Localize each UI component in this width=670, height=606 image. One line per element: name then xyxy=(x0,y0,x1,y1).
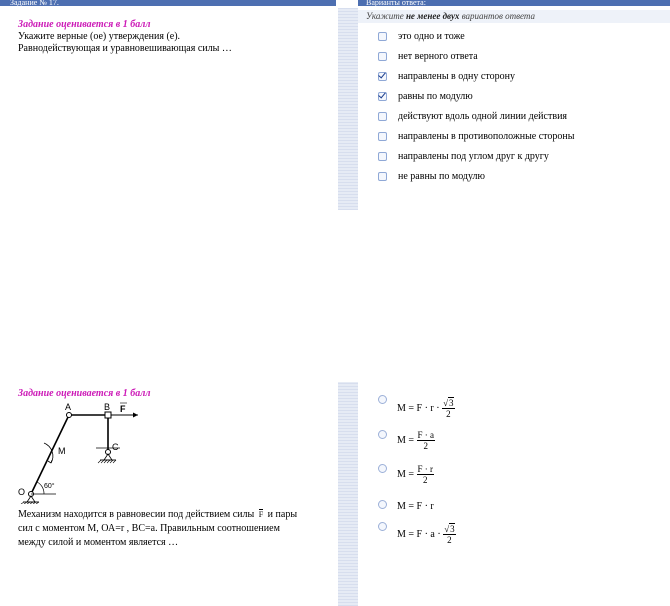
option-label-4: равны по модулю xyxy=(398,91,473,102)
answers-header: Варианты ответа: xyxy=(358,0,670,6)
formula-option-2[interactable] xyxy=(378,430,528,456)
formula-option-3[interactable] xyxy=(378,464,528,490)
checkbox-6[interactable] xyxy=(378,132,387,141)
checkbox-8[interactable] xyxy=(378,172,387,181)
radio-2[interactable] xyxy=(378,430,387,439)
score-label-1: Задание оценивается в 1 балл xyxy=(18,19,151,30)
option-label-8: не равны по модулю xyxy=(398,171,486,182)
slider-b xyxy=(105,412,111,418)
separator-stripe-top xyxy=(338,8,358,210)
radio-1[interactable] xyxy=(378,395,387,404)
radio-3[interactable] xyxy=(378,464,387,473)
question-2-text-line-2: сил с моментом М, ОА=r , ВС=a. Правильным соотношением xyxy=(18,523,280,534)
moment-arrowhead xyxy=(48,460,52,463)
question-2-text-line-1: Механизм находится в равновесии под действием силы F и пары xyxy=(18,509,298,520)
option-label-2: нет верного ответа xyxy=(398,51,478,62)
score-label-2: Задание оценивается в 1 балл xyxy=(18,388,151,399)
force-symbol: F xyxy=(258,510,264,519)
label-m: M xyxy=(58,446,66,456)
hatch-c xyxy=(98,460,116,463)
hint-emphasis: не менее двух xyxy=(405,11,460,21)
checkbox-1[interactable] xyxy=(378,32,387,41)
mechanism-figure xyxy=(14,400,164,504)
label-o: O xyxy=(18,487,26,497)
formula-2: M = $\frac{F \cdot a}{2}$ xyxy=(397,430,435,451)
formula-5: M = F · a · $\frac{√3}{2}$ xyxy=(397,524,455,545)
question-text-line-1: Укажите верные (ое) утверждения (е). xyxy=(18,31,181,42)
answers-hint: Укажите не менее двух вариантов ответа xyxy=(358,10,670,23)
option-label-1: это одно и тоже xyxy=(398,31,465,42)
checkbox-7[interactable] xyxy=(378,152,387,161)
checkbox-3[interactable] xyxy=(378,72,387,81)
checkbox-5[interactable] xyxy=(378,112,387,121)
fraction-3: $\frac{F \cdot r}{2}$ xyxy=(417,464,434,485)
formula-1: M = F · r · $\frac{√3}{2}$ xyxy=(397,398,454,419)
label-c: C xyxy=(112,442,119,452)
option-label-6: направлены в противоположные стороны xyxy=(398,131,575,142)
question-2-text-line-3: между силой и моментом является … xyxy=(18,537,179,548)
force-arrowhead xyxy=(133,413,138,418)
formula-4: M = F · r xyxy=(397,501,434,512)
formula-3: M = $\frac{F \cdot r}{2}$ xyxy=(397,464,434,485)
separator-stripe-bottom xyxy=(338,382,358,606)
question-header: Задание № 17. xyxy=(0,0,336,6)
formula-option-5[interactable] xyxy=(378,522,528,550)
fraction-2: $\frac{F \cdot a}{2}$ xyxy=(417,430,435,451)
question-text-line-2: Равнодействующая и уравновешивающая силы … xyxy=(18,43,232,54)
option-label-5: действуют вдоль одной линии действия xyxy=(398,111,568,122)
label-angle: 60° xyxy=(44,483,55,490)
radio-4[interactable] xyxy=(378,500,387,509)
angle-arc xyxy=(37,482,44,494)
joint-a xyxy=(67,413,72,418)
formula-option-1[interactable] xyxy=(378,395,528,421)
fraction-1: $\frac{√3}{2}$ xyxy=(443,398,454,419)
label-b: B xyxy=(104,402,111,412)
option-label-7: направлены под углом друг к другу xyxy=(398,151,549,162)
option-label-3: направлены в одну сторону xyxy=(398,71,515,82)
checkbox-2[interactable] xyxy=(378,52,387,61)
checkbox-4[interactable] xyxy=(378,92,387,101)
radio-5[interactable] xyxy=(378,522,387,531)
formula-option-4[interactable] xyxy=(378,500,528,514)
label-f: F xyxy=(120,404,126,414)
fraction-5: $\frac{√3}{2}$ xyxy=(444,524,455,545)
label-a: A xyxy=(65,402,72,412)
force-vector-line xyxy=(259,509,263,510)
